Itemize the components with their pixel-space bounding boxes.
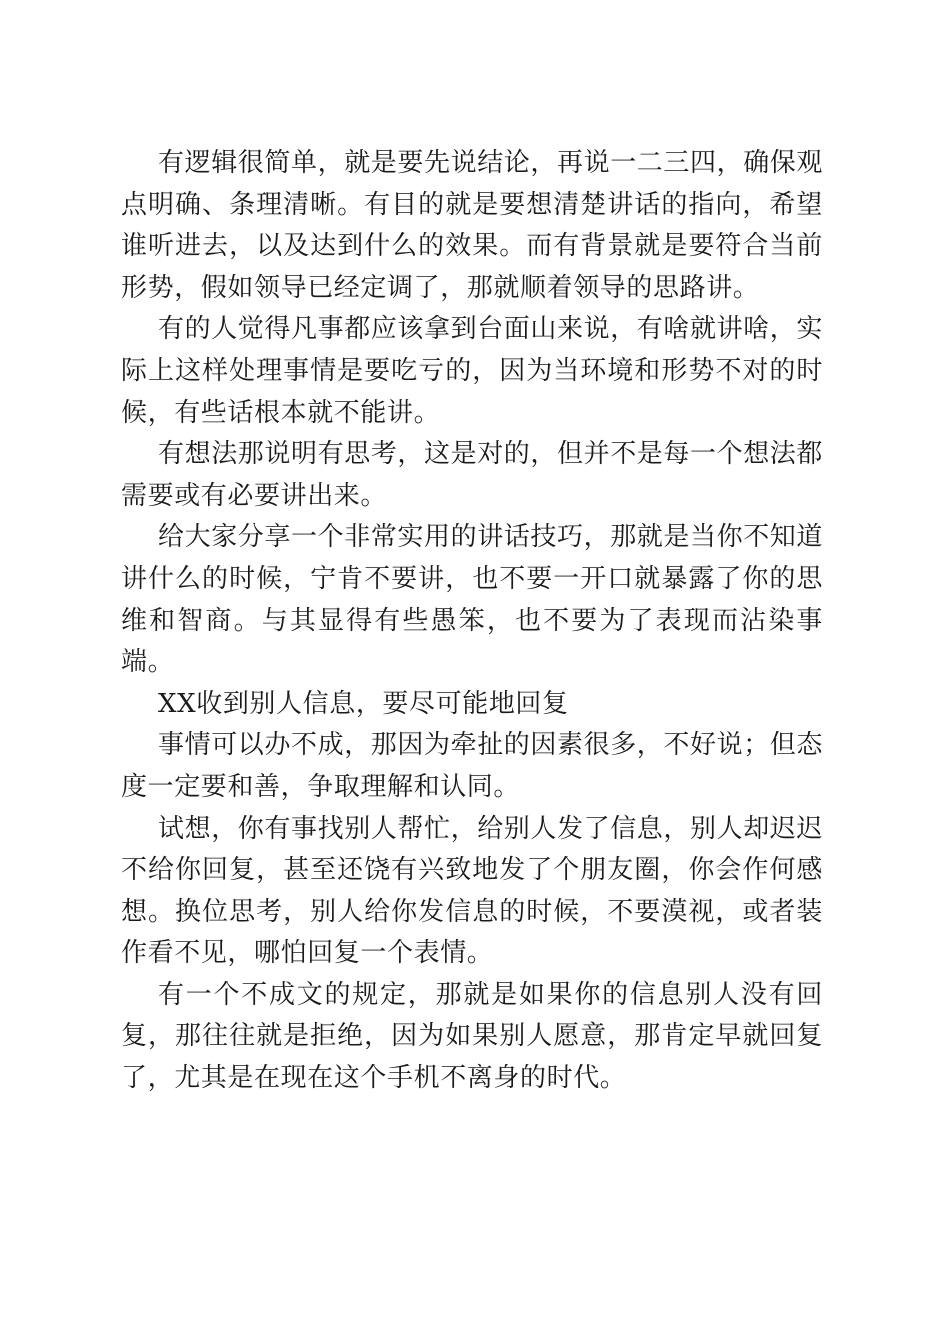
paragraph: 试想，你有事找别人帮忙，给别人发了信息，别人却迟迟不给你回复，甚至还饶有兴致地发了个朋友圈，你会作何感想。换位思考，别人给你发信息的时候，不要漠视，或者装作看不见，哪怕回复一个表情。 [121, 813, 824, 969]
paragraph: 有逻辑很简单，就是要先说结论，再说一二三四，确保观点明确、条理清晰。有目的就是要想清楚讲话的指向，希望谁听进去，以及达到什么的效果。而有背景就是要符合当前形势，假如领导已经定调了，那就顺着领导的思路讲。 [121, 148, 824, 303]
paragraph: 有想法那说明有思考，这是对的，但并不是每一个想法都需要或有必要讲出来。 [121, 439, 824, 511]
paragraph: 有一个不成文的规定，那就是如果你的信息别人没有回复，那往往就是拒绝，因为如果别人愿意，那肯定早就回复了，尤其是在现在这个手机不离身的时代。 [121, 979, 823, 1094]
paragraph: 给大家分享一个非常实用的讲话技巧，那就是当你不知道讲什么的时候，宁肯不要讲，也不要一开口就暴露了你的思维和智商。与其显得有些愚笨，也不要为了表现而沾染事端。 [121, 522, 824, 678]
section-heading: XX收到别人信息，要尽可能地回复 [158, 688, 569, 719]
paragraph: 事情可以办不成，那因为牵扯的因素很多，不好说；但态度一定要和善，争取理解和认同。 [121, 730, 824, 802]
document-body [121, 143, 823, 1100]
paragraph: 有的人觉得凡事都应该拿到台面山来说，有啥就讲啥，实际上这样处理事情是要吃亏的，因为当环境和形势不对的时候，有些话根本就不能讲。 [121, 314, 824, 428]
